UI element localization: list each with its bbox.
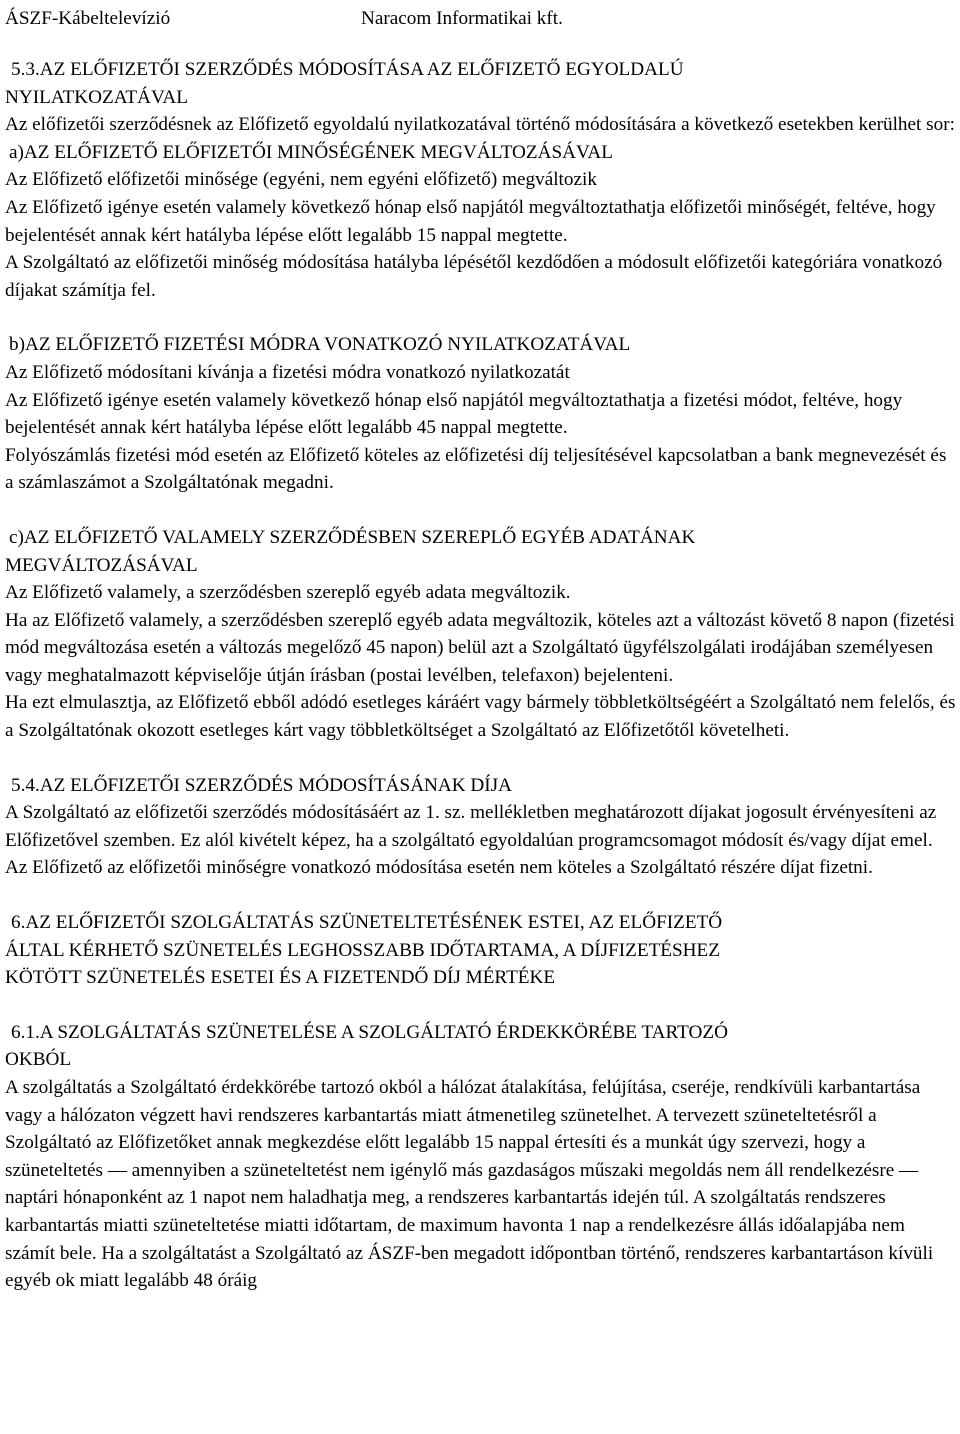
section-5-3-title: 5.3.AZ ELŐFIZETŐI SZERZŐDÉS MÓDOSÍTÁSA AZ ELŐFIZETŐ EGYOLDALÚ (11, 59, 684, 80)
subsection-a-title: a)AZ ELŐFIZETŐ ELŐFIZETŐI MINŐSÉGÉNEK MEGVÁLTOZÁSÁVAL (9, 141, 613, 163)
header-company-name: Naracom Informatikai kft. (361, 8, 563, 29)
section-5-4-title: 5.4.AZ ELŐFIZETŐI SZERZŐDÉS MÓDOSÍTÁSÁNAK DÍJA (11, 774, 512, 796)
subsection-c-paragraph-3: Ha ezt elmulasztja, az Előfizető ebből adódó esetleges káráért vagy bármely többletköltségéért a Szolgáltató nem felelős, és a Szolgáltatónak okozott esetleges kárt vagy többletköltséget a Szolgáltató az Előfizetőtől követelheti. (5, 692, 956, 742)
subsection-a-paragraph-2: Az Előfizető igénye esetén valamely következő hónap első napjától megváltoztathatja előfizetői minőségét, feltéve, hogy bejelentését annak kért hatályba lépése előtt legalább 15 nappal megtette. (5, 196, 936, 246)
subsection-b-paragraph-2: Az Előfizető igénye esetén valamely következő hónap első napjától megváltoztathatja a fizetési módot, feltéve, hogy bejelentését annak kért hatályba lépése előtt legalább 45 nappal megtette. (5, 389, 903, 439)
subsection-b-paragraph-3: Folyószámlás fizetési mód esetén az Előfizető köteles az előfizetési díj teljesítésével kapcsolatban a bank megnevezését és a számlaszámot a Szolgáltatónak megadni. (5, 444, 947, 494)
section-6-title-cont-2: KÖTÖTT SZÜNETELÉS ESETEI ÉS A FIZETENDŐ DÍJ MÉRTÉKE (5, 967, 556, 989)
subsection-c-paragraph-2: Ha az Előfizető valamely, a szerződésben szereplő egyéb adata megváltozik, köteles azt a változást követő 8 napon (fizetési mód megváltozása esetén a változás megelőző 45 napon) belül azt a Szolgáltató ügyfélszolgálati irodájában személyesen vagy meghatalmazott képviselője útján írásban (postai levélben, telefaxon) bejelenteni. (5, 609, 955, 686)
section-6-1-paragraph: A szolgáltatás a Szolgáltató érdekkörébe tartozó okból a hálózat átalakítása, felújítása, cseréje, rendkívüli karbantartása vagy a hálózaton végzett havi rendszeres karbantartás miatt átmenetileg szünetelhet. A tervezett szüneteltetésről a Szolgáltató az Előfizetőket annak megkezdése előtt legalább 15 nappal értesíti és a munkát úgy szervezi, hogy a szüneteltetés — amennyiben a szüneteltetést nem igénylő más gazdaságos műszaki megoldás nem áll rendelkezésre — naptári hónaponként az 1 napot nem haladhatja meg, a rendszeres karbantartás idején túl. A szolgáltatás rendszeres karbantartás miatti szüneteltetése miatti időtartam, de maximum havonta 1 nap a rendelkezésre állás időalapjába nem számít bele. Ha a szolgáltatást a Szolgáltató az ÁSZF-ben megadott időpontban történő, rendszeres karbantartáson kívüli egyéb ok miatt legalább 48 óráig (5, 1077, 934, 1292)
section-6-1-title-cont: OKBÓL (5, 1049, 72, 1071)
subsection-c-paragraph-1: Az Előfizető valamely, a szerződésben szereplő egyéb adata megváltozik. (5, 582, 571, 604)
section-6-1-title: 6.1.A SZOLGÁLTATÁS SZÜNETELÉSE A SZOLGÁLTATÓ ÉRDEKKÖRÉBE TARTOZÓ (11, 1021, 728, 1043)
subsection-a-paragraph-1: Az Előfizető előfizetői minősége (egyéni, nem egyéni előfizető) megváltozik (5, 169, 597, 191)
subsection-a-paragraph-3: A Szolgáltató az előfizetői minőség módosítása hatályba lépésétől kezdődően a módosult előfizetői kategóriára vonatkozó díjakat számítja fel. (5, 252, 943, 301)
subsection-b-paragraph-1: Az Előfizető módosítani kívánja a fizetési módra vonatkozó nyilatkozatát (5, 361, 570, 383)
subsection-c-title-cont: MEGVÁLTOZÁSÁVAL (5, 554, 198, 576)
subsection-c-title: c)AZ ELŐFIZETŐ VALAMELY SZERZŐDÉSBEN SZEREPLŐ EGYÉB ADATÁNAK (9, 526, 696, 548)
section-5-4-paragraph: A Szolgáltató az előfizetői szerződés módosításáért az 1. sz. mellékletben meghatározott díjakat jogosult érvényesíteni az Előfizetővel szemben. Ez alól kivételt képez, ha a szolgáltató egyoldalúan programcsomagot módosít és/vagy díjat emel. Az Előfizető az előfizetői minőségre vonatkozó módosítása esetén nem köteles a Szolgáltató részére díjat fizetni. (5, 802, 937, 879)
section-6-title-cont-1: ÁLTAL KÉRHETŐ SZÜNETELÉS LEGHOSSZABB IDŐTARTAMA, A DÍJFIZETÉSHEZ (5, 939, 720, 961)
section-5-3-title-cont: NYILATKOZATÁVAL (5, 86, 188, 108)
document-page (5, 0, 957, 1295)
page-header (5, 0, 957, 36)
subsection-b-title: b)AZ ELŐFIZETŐ FIZETÉSI MÓDRA VONATKOZÓ NYILATKOZATÁVAL (9, 334, 631, 356)
section-5-3-intro: Az előfizetői szerződésnek az Előfizető egyoldalú nyilatkozatával történő módosítására a következő esetekben kerülhet sor: (5, 114, 955, 136)
header-document-name: ÁSZF-Kábeltelevízió (5, 8, 171, 29)
section-6-title: 6.AZ ELŐFIZETŐI SZOLGÁLTATÁS SZÜNETELTETÉSÉNEK ESTEI, AZ ELŐFIZETŐ (11, 912, 723, 934)
